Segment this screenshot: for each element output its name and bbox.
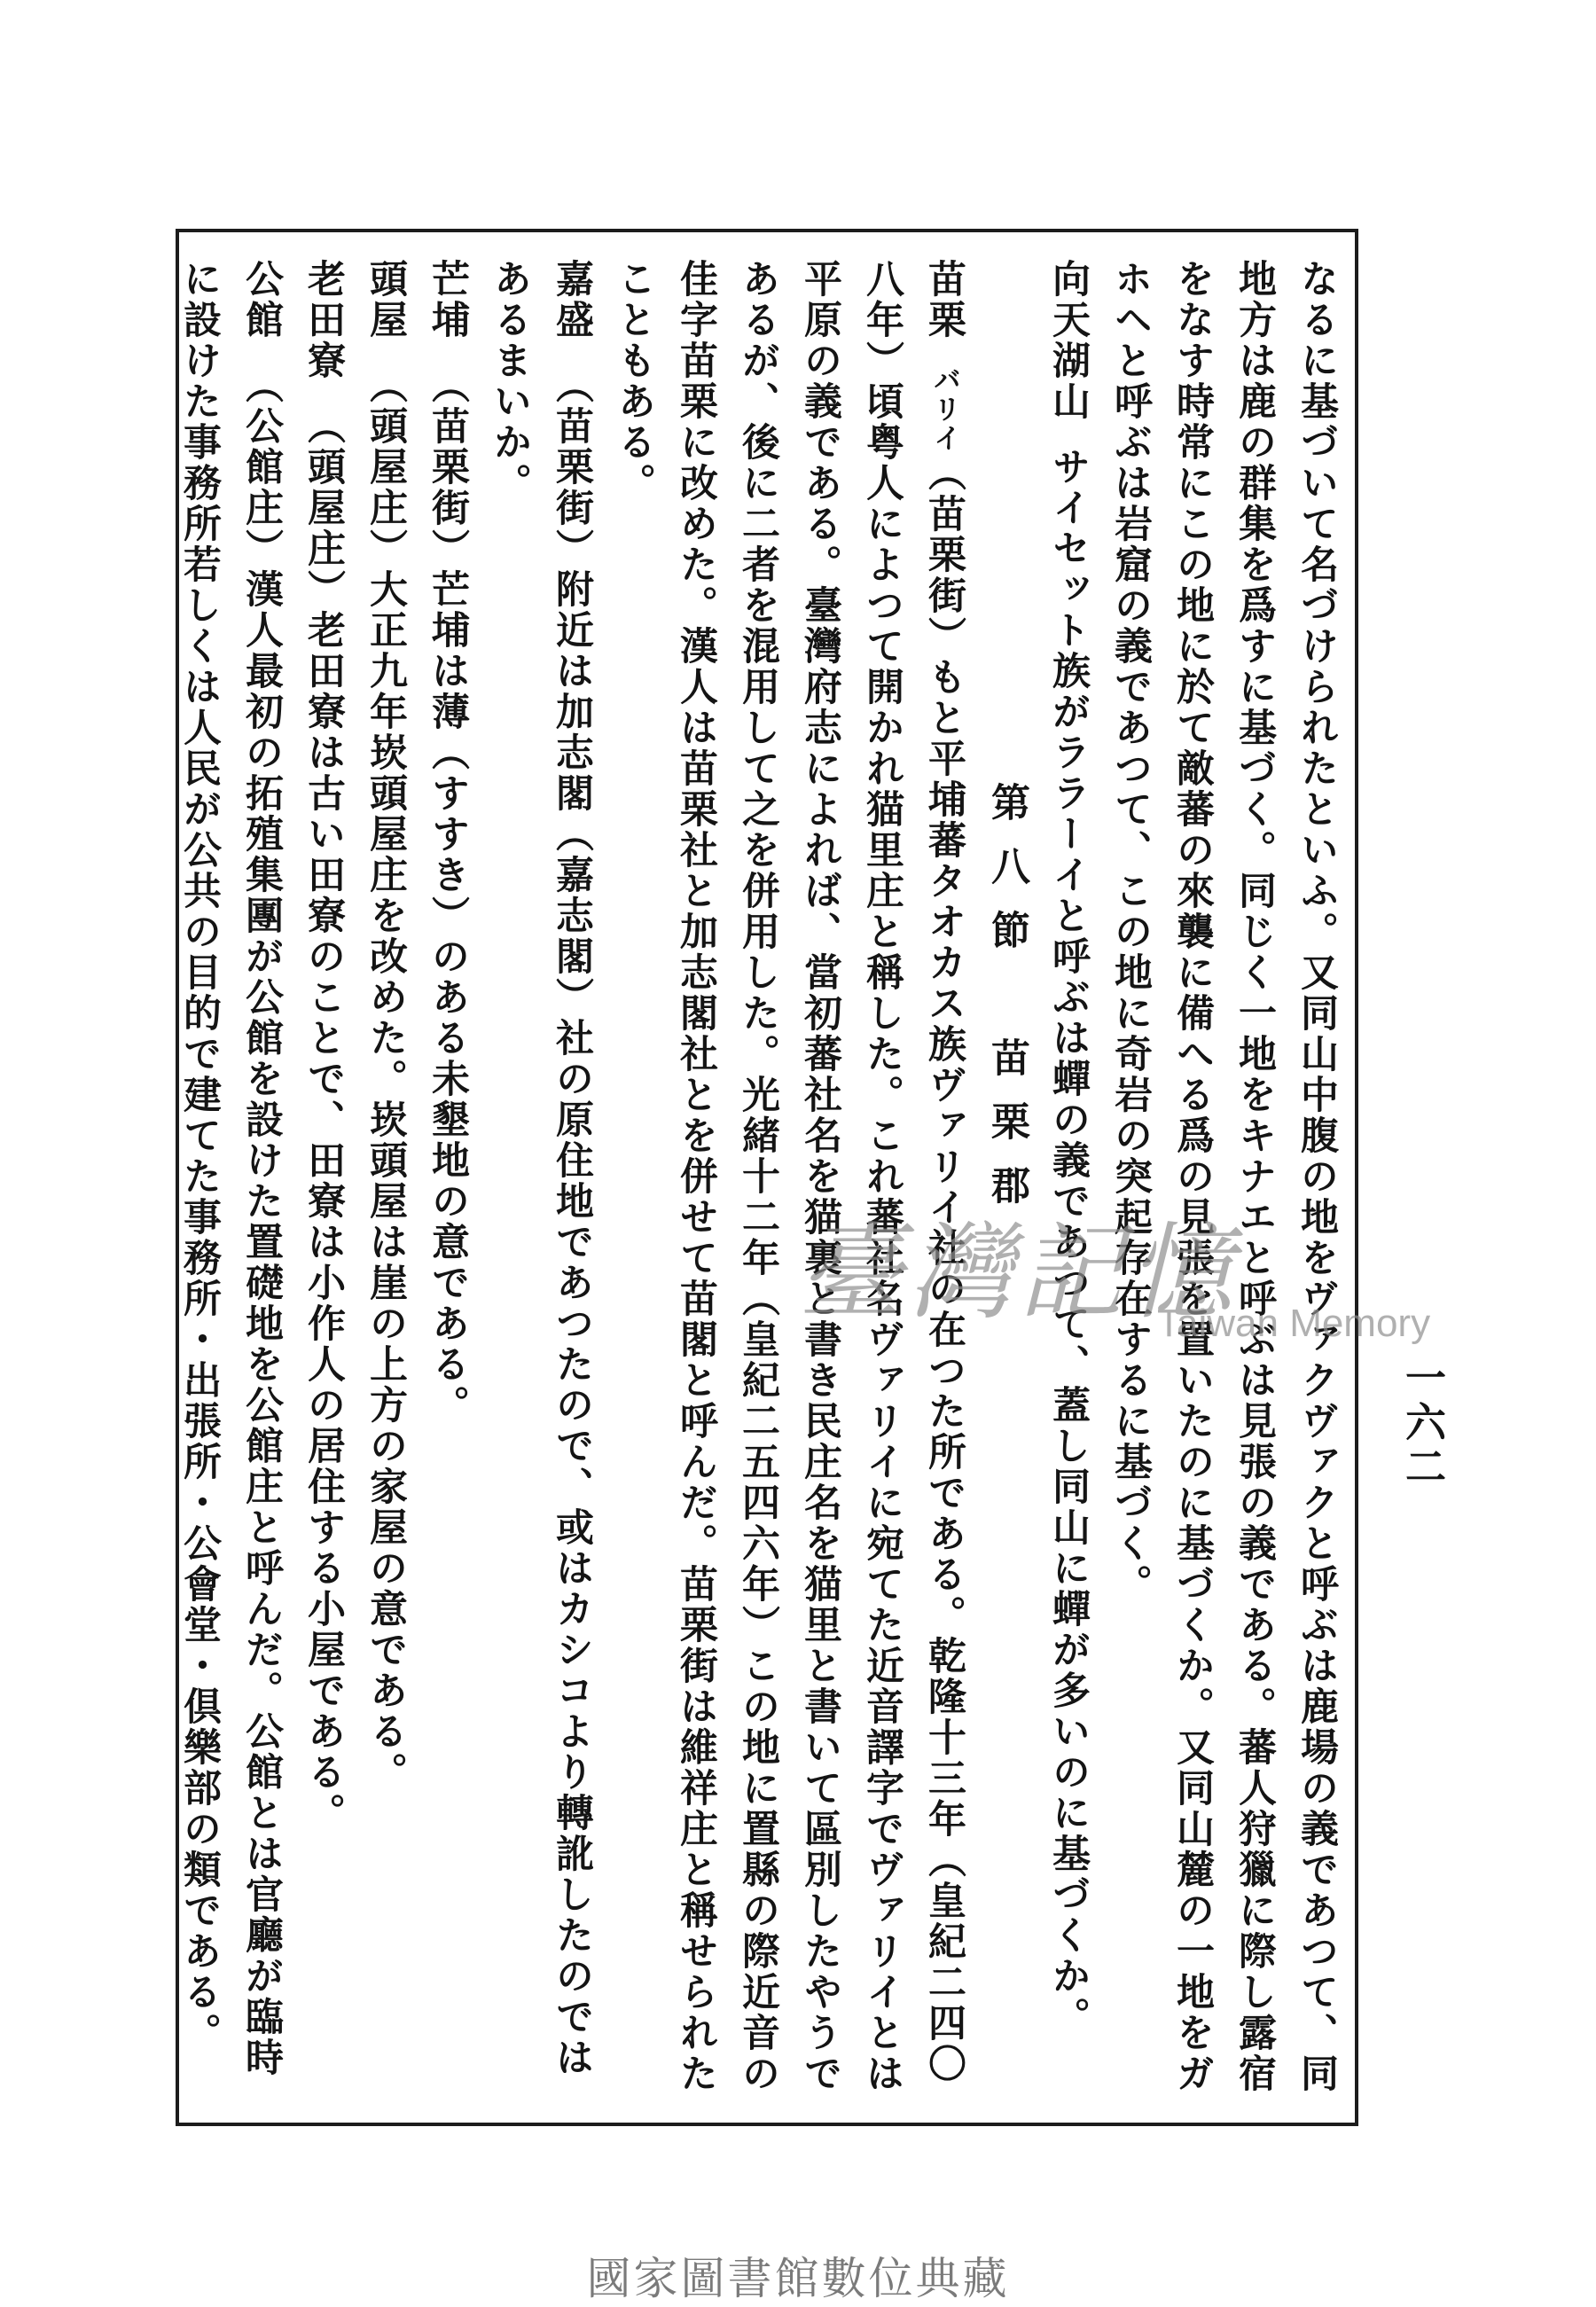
paragraph-text: （苗栗街）もと平埔蕃タオカス族ヴァリイ社の在つた所である。乾隆十三年（皇紀二四〇八年）頃粤人によつて開かれ猫里庄と稱した。これ蕃社名ヴァリイに宛てた近音譯字でヴァリイとは平原の義である。臺灣府志によれば、當初蕃社名を猫裏と書き民庄名を猫里と書いて區別したやうであるが、後に二者を混用して之を併用した。光緒十二年（皇紀二五四六年）この地に置縣の際近音の佳字苗栗に改めた。漢人は苗栗社と加志閣社とを併せて苗閣と呼んだ。苗栗街は維祥庄と稱せられたこともある。 bbox=[612, 259, 966, 2094]
watermark-english: Taiwan Memory bbox=[1157, 1302, 1431, 1345]
entry-term: 苗栗 bbox=[922, 259, 966, 340]
entry-term: 向天湖山 bbox=[1046, 259, 1091, 422]
page-number: 一六二 bbox=[1399, 1357, 1447, 1490]
section-heading: 第八節 苗栗郡 bbox=[984, 782, 1029, 1229]
entry-term: 老田寮 bbox=[301, 259, 346, 381]
watermark bbox=[798, 1188, 1431, 1365]
paragraph-text: （公館庄）漢人最初の拓殖集團が公館を設けた置礎地を公館庄と呼んだ。公館とは官廳が臨時に設けた事務所若しくは人民が公共の目的で建てた事務所・出張所・公會堂・倶樂部の類である。 bbox=[177, 259, 284, 2078]
paragraph-jiasheng bbox=[479, 259, 603, 2099]
entry-term: 公館 bbox=[239, 259, 284, 340]
paragraph-text: サイセット族がララーイと呼ぶは蟬の義であつて、蓋し同山に蟬が多いのに基づくか。 bbox=[1046, 447, 1091, 2037]
paragraph-laotianliao bbox=[293, 259, 355, 2099]
paragraph-mangpu bbox=[417, 259, 479, 2099]
entry-term: 嘉盛 bbox=[550, 259, 594, 340]
entry-term: 芒埔 bbox=[426, 259, 470, 340]
paragraph-text: （頭屋庄）老田寮は古い田寮のことで、田寮は小作人の居住する小屋である。 bbox=[301, 406, 346, 1834]
paragraph-touwu bbox=[355, 259, 417, 2099]
watermark-chinese: 臺灣記憶 bbox=[798, 1211, 1239, 1333]
body-text bbox=[177, 259, 1348, 2099]
paragraph-deer-field bbox=[1099, 259, 1348, 2099]
library-footer: 國家圖書館數位典藏 bbox=[586, 2253, 1010, 2304]
paragraph-text: （頭屋庄）大正九年崁頭屋庄を改めた。崁頭屋は崖の上方の家屋の意である。 bbox=[364, 365, 408, 1793]
paragraph-gongguan bbox=[168, 259, 293, 2099]
paragraph-text: （苗栗街）附近は加志閣（嘉志閣）社の原住地であつたので、或はカシコより轉訛したのではあるまいか。 bbox=[488, 259, 594, 2078]
entry-term: 頭屋 bbox=[364, 259, 408, 340]
paragraph-miaoli bbox=[603, 259, 975, 2099]
paragraph-text: なるに基づいて名づけられたといふ。又同山中腹の地をヴァクヴァクと呼ぶは鹿場の義であつて、同地方は鹿の群集を爲すに基づく。同じく一地をキナエと呼ぶは見張の義である。蕃人狩獵に際し露宿をなす時常にこの地に於て敵蕃の來襲に備へる爲の見張を置いたのに基づくか。又同山麓の一地をガホヘと呼ぶは岩窟の義であつて、この地に奇岩の突起存在するに基づく。 bbox=[1108, 259, 1339, 2094]
paragraph-xiangtianhu-mountain bbox=[1037, 259, 1099, 2099]
furigana-reading: バリイ bbox=[928, 365, 960, 453]
paragraph-text: （苗栗街）芒埔は薄（すすき）のある未墾地の意である。 bbox=[426, 365, 470, 1426]
